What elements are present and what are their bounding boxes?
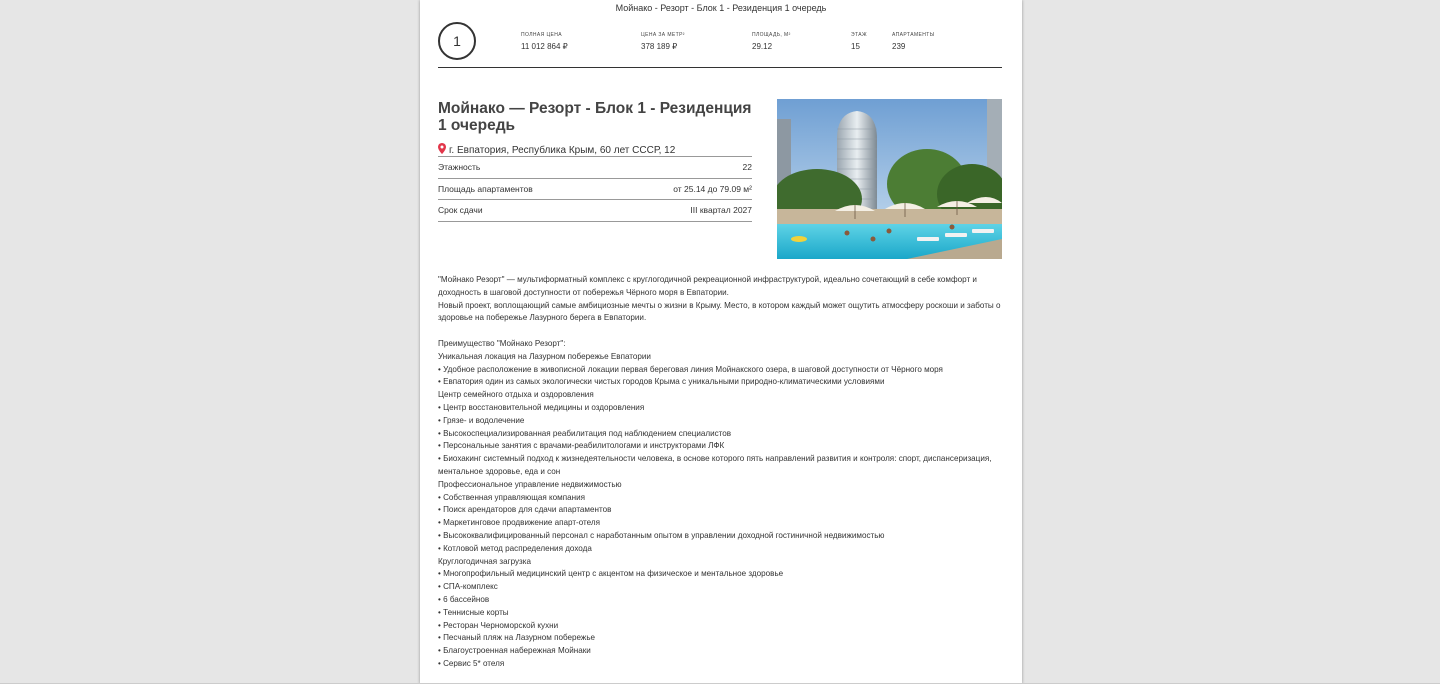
- resort-illustration: [777, 99, 1002, 259]
- description-line: • Собственная управляющая компания: [438, 492, 585, 502]
- spec-row-floors: [438, 156, 752, 178]
- stat-value: 29.12: [752, 42, 773, 51]
- description-line: • Высокоспециализированная реабилитация под наблюдением специалистов: [438, 428, 732, 438]
- description-line: • Удобное расположение в живописной локации первая береговая линия Мойнакского озера, в шаговой доступности от Чёрного моря: [438, 364, 943, 374]
- description-line: • Котловой метод распределения дохода: [438, 543, 592, 553]
- description-line: • СПА-комплекс: [438, 582, 498, 592]
- description-line: • Теннисные корты: [438, 607, 509, 617]
- description-line: • Евпатория один из самых экологически чистых городов Крыма с уникальными природно-климатическими условиями: [438, 377, 885, 387]
- description-paragraph: "Мойнако Резорт" — мультиформатный комплекс с круглогодичной рекреационной инфраструктурой, идеально сочетающий в себе комфорт и доходность в шаговой доступности от побережья Чёрного моря в Евпатории.: [438, 275, 977, 297]
- stat-label: ЦЕНА ЗА МЕТР²: [641, 32, 685, 38]
- stat-label: АПАРТАМЕНТЫ: [892, 32, 935, 38]
- description-line: • Песчаный пляж на Лазурном побережье: [438, 633, 596, 643]
- spec-row-area: [438, 178, 752, 200]
- spec-label: Этажность: [438, 162, 481, 173]
- description-line: • Ресторан Черноморской кухни: [438, 620, 559, 630]
- description-line: • Грязе- и водолечение: [438, 415, 525, 425]
- description-paragraph: Новый проект, воплощающий самые амбициозные мечты о жизни в Крыму. Место, в котором каждый может ощутить атмосферу роскоши и заботы о здоровье на побережье Лазурного берега в Евпатории.: [438, 300, 1001, 323]
- description-line: • Персональные занятия с врачами-реабилитологами и инструкторами ЛФК: [438, 441, 725, 451]
- stat-value: 11 012 864 ₽: [521, 42, 568, 51]
- complex-photo: [777, 99, 1002, 259]
- description-line: • Центр восстановительной медицины и оздоровления: [438, 402, 645, 412]
- complex-title: Мойнако — Резорт - Блок 1 - Резиденция 1 очередь: [438, 100, 752, 134]
- description: [438, 274, 1004, 671]
- stat-floor: [851, 32, 867, 51]
- description-line: Профессиональное управление недвижимостью: [438, 479, 622, 489]
- location-pin-icon: [438, 143, 446, 157]
- stat-value: 239: [892, 42, 906, 51]
- description-line: • Сервис 5* отеля: [438, 658, 505, 668]
- spec-label: Площадь апартаментов: [438, 183, 533, 194]
- header-divider: [438, 67, 1002, 68]
- description-line: • Благоустроенная набережная Мойнаки: [438, 646, 591, 656]
- stat-value: 15: [851, 42, 860, 51]
- stat-label: ПЛОЩАДЬ, М²: [752, 32, 791, 38]
- stat-label: ПОЛНАЯ ЦЕНА: [521, 32, 563, 38]
- spec-row-completion: [438, 199, 752, 222]
- description-line: Уникальная локация на Лазурном побережье Евпатории: [438, 351, 651, 361]
- description-line: • Высококвалифицированный персонал с наработанным опытом в управлении доходной гостиничной недвижимостью: [438, 530, 885, 540]
- stat-price-per-meter: [641, 32, 685, 51]
- apartment-number: 1: [453, 33, 461, 49]
- spec-value: от 25.14 до 79.09 м²: [673, 183, 752, 194]
- stat-apartments: [892, 32, 935, 51]
- description-line: • 6 бассейнов: [438, 594, 490, 604]
- complex-address: [438, 143, 675, 157]
- specs-table: [438, 156, 752, 222]
- document-page: [420, 0, 1022, 684]
- stat-value: 378 189 ₽: [641, 42, 678, 51]
- address-text: г. Евпатория, Республика Крым, 60 лет СССР, 12: [449, 144, 676, 156]
- description-line: • Многопрофильный медицинский центр с акцентом на физическое и ментальное здоровье: [438, 569, 784, 579]
- description-line: Круглогодичная загрузка: [438, 556, 531, 566]
- description-line: Преимущество "Мойнако Резорт":: [438, 338, 566, 348]
- stat-full-price: [521, 32, 568, 51]
- spec-value: III квартал 2027: [690, 205, 752, 216]
- description-line: Центр семейного отдыха и оздоровления: [438, 390, 594, 400]
- description-line: • Биохакинг системный подход к жизнедеятельности человека, в основе которого пять направлений развития и контроля: спорт, диспансеризация, ментальное здоровье, еда и сон: [438, 454, 992, 476]
- description-line: • Поиск арендаторов для сдачи апартаментов: [438, 505, 612, 515]
- apartment-number-badge: [438, 22, 476, 60]
- stat-area: [752, 32, 791, 51]
- spec-value: 22: [742, 162, 752, 173]
- stat-label: ЭТАЖ: [851, 32, 868, 38]
- spec-label: Срок сдачи: [438, 205, 483, 216]
- document-title: Мойнако - Резорт - Блок 1 - Резиденция 1 очередь: [615, 3, 827, 13]
- description-line: • Маркетинговое продвижение апарт-отеля: [438, 518, 601, 528]
